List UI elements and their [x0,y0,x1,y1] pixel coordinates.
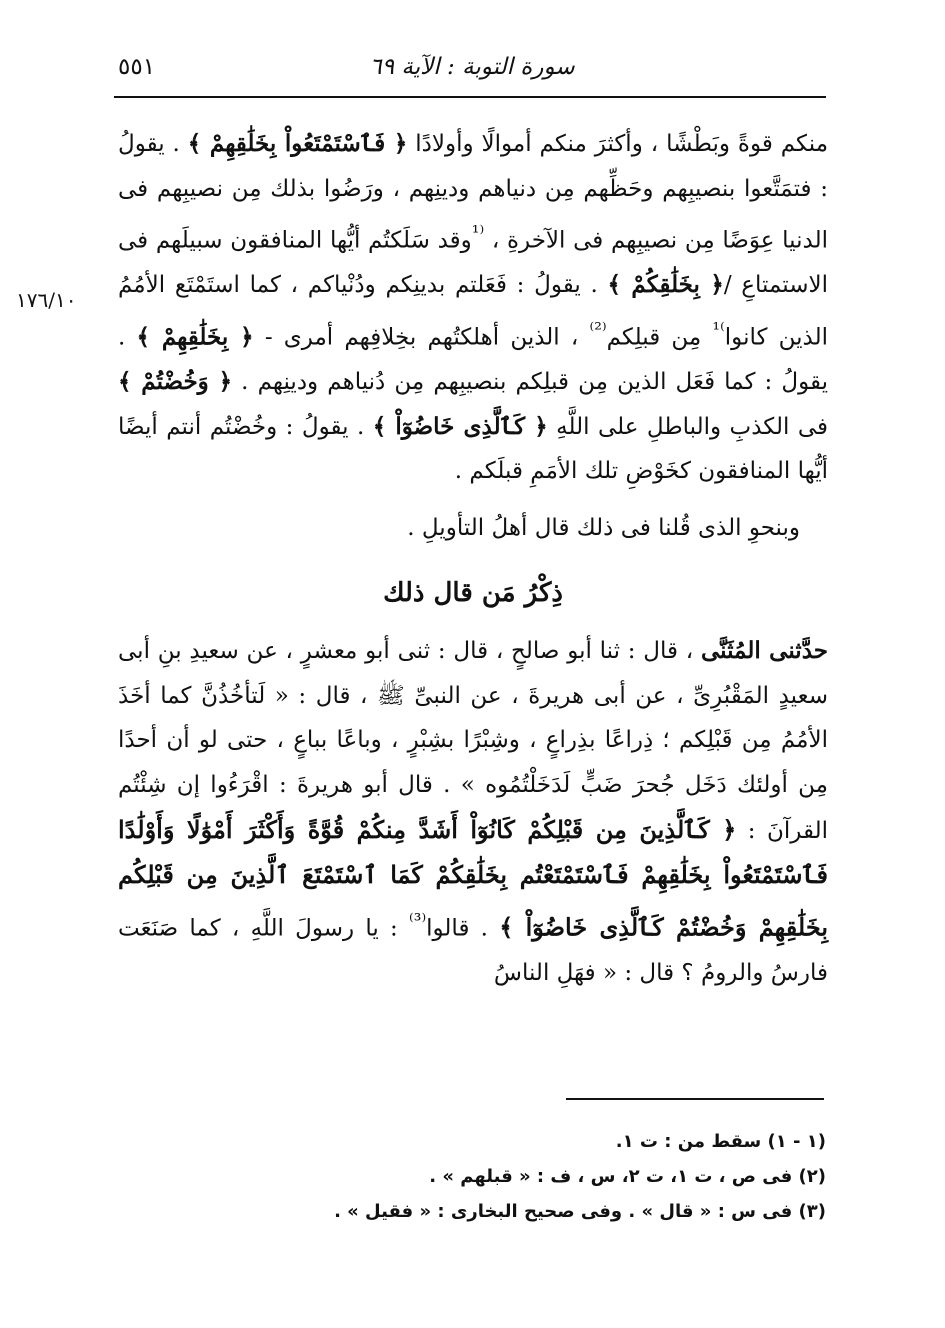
footnote-marker: ⁾¹ [712,318,725,342]
quran-quote: ﴿ كَٱلَّذِى خَاضُوٓاْ ﴾ [372,412,548,440]
page-number: ٥٥١ [118,54,156,80]
text-run: . يقولُ : فَعَلتم بدينِكم ودُنْياكم ، كما استَمْتَع الأمُمُ الذين كانوا [118,272,828,351]
text-run: منكم قوةً وبَطْشًا ، وأكثرَ منكم أموالًا وأولادًا [407,131,829,157]
surah-verse-title: سورة التوبة : الآية ٦٩ [369,54,575,80]
quran-quote: ﴿ وَخُضْتُمْ ﴾ [118,368,233,396]
text-run: . يقولُ : كما فَعَل الذين مِن قبلِكم بنصيبِهم مِن دُنياهم ودينِهم . [118,324,828,396]
margin-reference: ١٧٦/١٠ [16,288,77,312]
text-run: . يقولُ : فتمَتَّعوا بنصيبِهم وحَظِّهم مِن دنياهم ودينِهم ، ورَضُوا بذلك مِن نصيبِهم فى الدنيا عِوَضًا مِن نصيبِهم فى الآخرةِ ، [118,131,828,254]
footnote-1: (١ - ١) سقط من : ت ١. [615,1131,826,1152]
section-heading: ذِكْرُ مَن قال ذلك [383,577,563,608]
footnote-3: (٣) فى س : « قال » . وفى صحيح البخارى : « فقيل » . [334,1201,826,1222]
text-run: : يا رسولَ اللَّهِ ، كما صَنَعَت فارسُ والرومُ ؟ قال : « فهَلِ الناسُ [118,915,828,987]
paragraph-commentary [118,122,828,494]
header-rule [114,96,826,98]
footnote-rule [566,1098,824,1100]
paragraph-summary: وبنحوِ الذى قُلنا فى ذلك قال أهلُ التأويلِ . [407,515,800,542]
quran-quote: ﴿ بِخَلَٰقِكُمْ ﴾ [607,271,724,299]
narrator-lead: حدَّثنى المُثَنَّى [700,637,828,665]
footnotes [118,1124,826,1229]
text-run: ، الذين أهلكتُهم بخِلافِهم أمرى - [253,324,590,351]
text-run: . يقولُ : وخُضْتُم أنتم أيضًا أيُّها المنافقون كخَوْضِ تلك الأمَمِ قبلَكم . [118,413,828,485]
quran-quote: ﴿ بِخَلَٰقِهِمْ ﴾ [136,323,254,351]
text-run: فى الكذبِ والباطلِ على اللَّهِ [547,413,828,440]
footnote-2: (٢) فى ص ، ت ١، ت ٢، س ، ف : « قبلهم » . [429,1166,826,1187]
main-text [118,122,828,996]
paragraph-hadith [118,629,828,995]
text-run: وقد سَلَكتُم أيُّها المنافقون سبيلَهم فى الاستمتاعِ / [118,227,828,299]
text-run: . قالوا [426,915,500,942]
text-run: ، قال : ثنا أبو صالحٍ ، قال : ثنى أبو معشرٍ ، عن سعيدِ بنِ أبى سعيدٍ المَقْبُرِىِّ ، عن أبى هريرةَ ، عن النبىِّ ﷺ ، قال : « لَتأخُذُنَّ كما أخَذَ الأمُمُ مِن قَبْلِكم ؛ ذِراعًا بذِراعٍ ، وشِبْرًا بشِبْرٍ ، وباعًا بباعٍ ، حتى لو أن أحدًا مِن أولئك دَخَل جُحرَ ضَبٍّ لَدَخَلْتُمُوه » . قال أبو هريرةَ : اقْرَءُوا إن شِئْتُم القرآنَ : [118,638,829,844]
footnote-marker: ⁽²⁾ [589,318,607,342]
footnote-marker: ⁽³⁾ [409,908,427,932]
quran-quote: ﴿ فَٱسْتَمْتَعُواْ بِخَلَٰقِهِمْ ﴾ [187,130,408,157]
quran-quote: ﴿ كَٱلَّذِينَ مِن قَبْلِكُمْ كَانُوٓاْ أَشَدَّ مِنكُمْ قُوَّةً وَأَكْثَرَ أَمْوَٰلًا وَأَوْلَٰدًا فَٱسْتَمْتَعُواْ بِخَلَٰقِهِمْ فَٱسْتَمْتَعْتُم بِخَلَٰقِكُمْ كَمَا ٱسْتَمْتَعَ ٱلَّذِينَ مِن قَبْلِكُم بِخَلَٰقِهِمْ وَخُضْتُمْ كَٱلَّذِى خَاضُوٓاْ ﴾ [118,814,828,942]
footnote-marker: ⁽¹ [471,221,485,245]
text-run: مِن قبلِكم [606,324,713,351]
running-header [118,46,826,94]
